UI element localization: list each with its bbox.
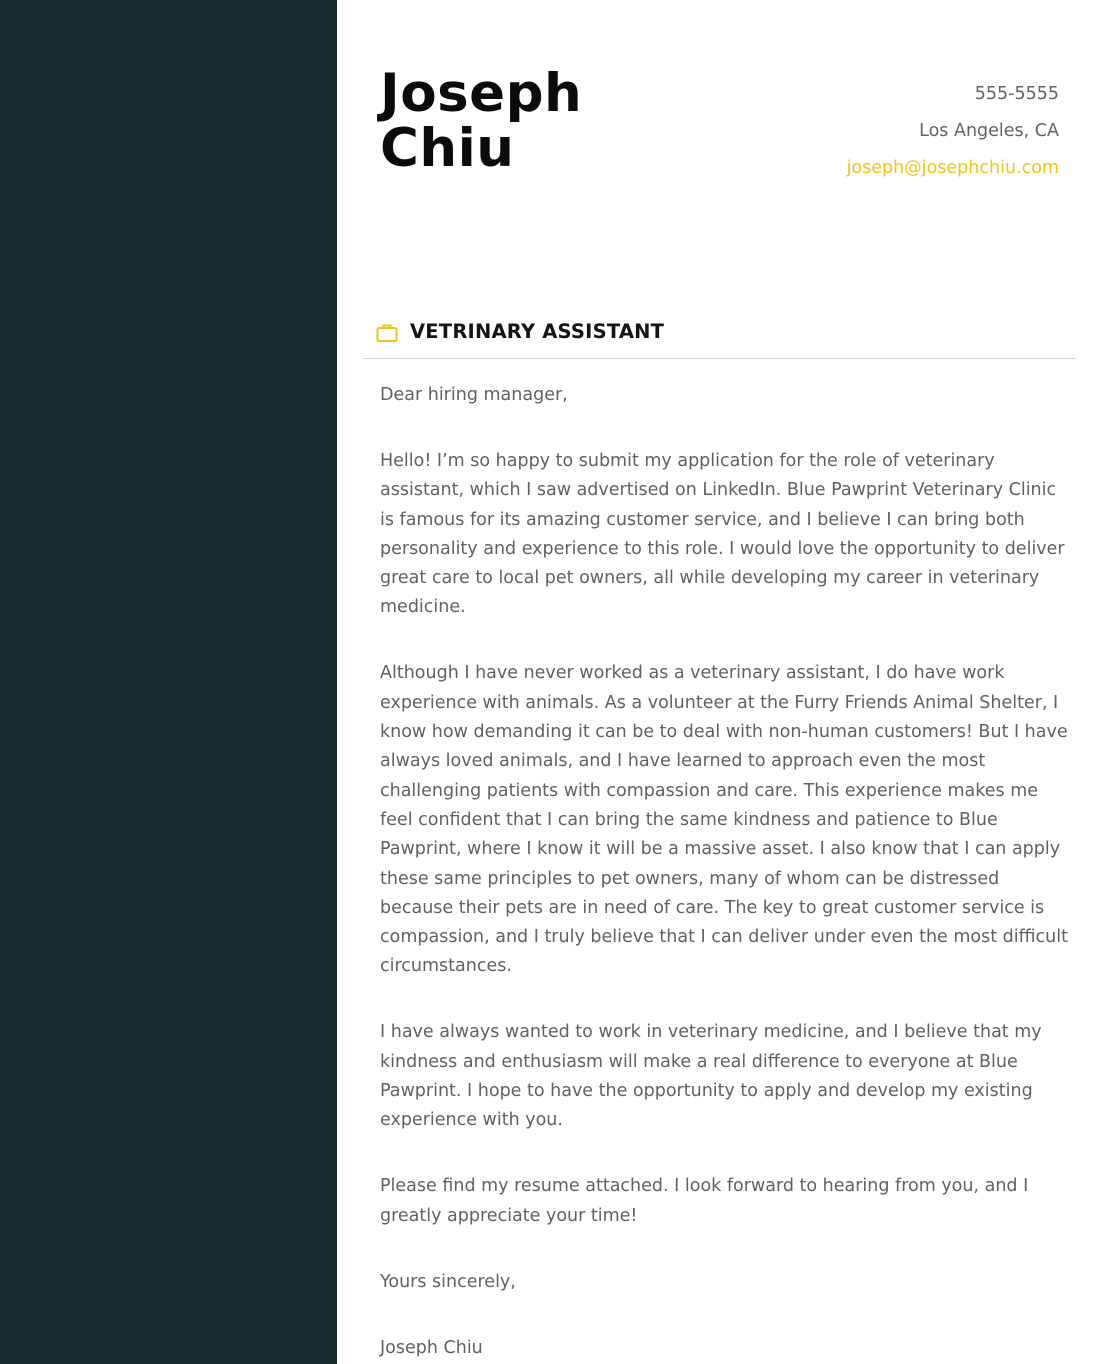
main-content — [337, 0, 1102, 1364]
sidebar — [0, 0, 337, 1364]
cover-letter-body — [380, 381, 1070, 1363]
briefcase-icon — [376, 323, 398, 343]
contact-info — [847, 76, 1059, 187]
email-link[interactable]: joseph@josephchiu.com — [846, 158, 1059, 178]
closing: Yours sincerely, — [380, 1271, 516, 1292]
applicant-name — [380, 63, 583, 179]
letter-paragraph: Although I have never worked as a veterinary assistant, I do have work experience with animals. As a volunteer at the Furry Friends Animal Shelter, I know how demanding it can be to deal with non-human customers! But I have always loved animals, and I have learned to approach even the most challenging patients with compassion and care. This experience makes me feel confident that I can bring the same kindness and patience to Blue Pawprint, where I know it will be a massive asset. I also know that I can apply these same principles to pet owners, many of whom can be distressed because their pets are in need of care. The key to great customer service is compassion, and I truly believe that I can deliver under even the most difficult circumstances. — [380, 663, 1068, 977]
letter-paragraph: Please find my resume attached. I look forward to hearing from you, and I greatly appreciate your time! — [380, 1176, 1029, 1226]
phone: 555-5555 — [974, 84, 1059, 104]
location: Los Angeles, CA — [919, 121, 1059, 141]
signature: Joseph Chiu — [380, 1337, 483, 1358]
first-name: Joseph — [380, 63, 583, 124]
salutation: Dear hiring manager, — [380, 385, 568, 405]
letter-paragraph: I have always wanted to work in veterinary medicine, and I believe that my kindness and enthusiasm will make a real difference to everyone at Blue Pawprint. I hope to have the opportunity to apply and develop my existing experience with you. — [380, 1022, 1042, 1131]
last-name: Chiu — [380, 118, 515, 179]
job-title: VETRINARY ASSISTANT — [410, 320, 665, 343]
section-header — [363, 318, 1076, 359]
letter-paragraph: Hello! I’m so happy to submit my application for the role of veterinary assistant, which I saw advertised on LinkedIn. Blue Pawprint Veterinary Clinic is famous for its amazing customer service, and I believe I can bring both personality and experience to this role. I would love the opportunity to deliver great care to local pet owners, all while developing my career in veterinary medicine. — [380, 450, 1065, 618]
